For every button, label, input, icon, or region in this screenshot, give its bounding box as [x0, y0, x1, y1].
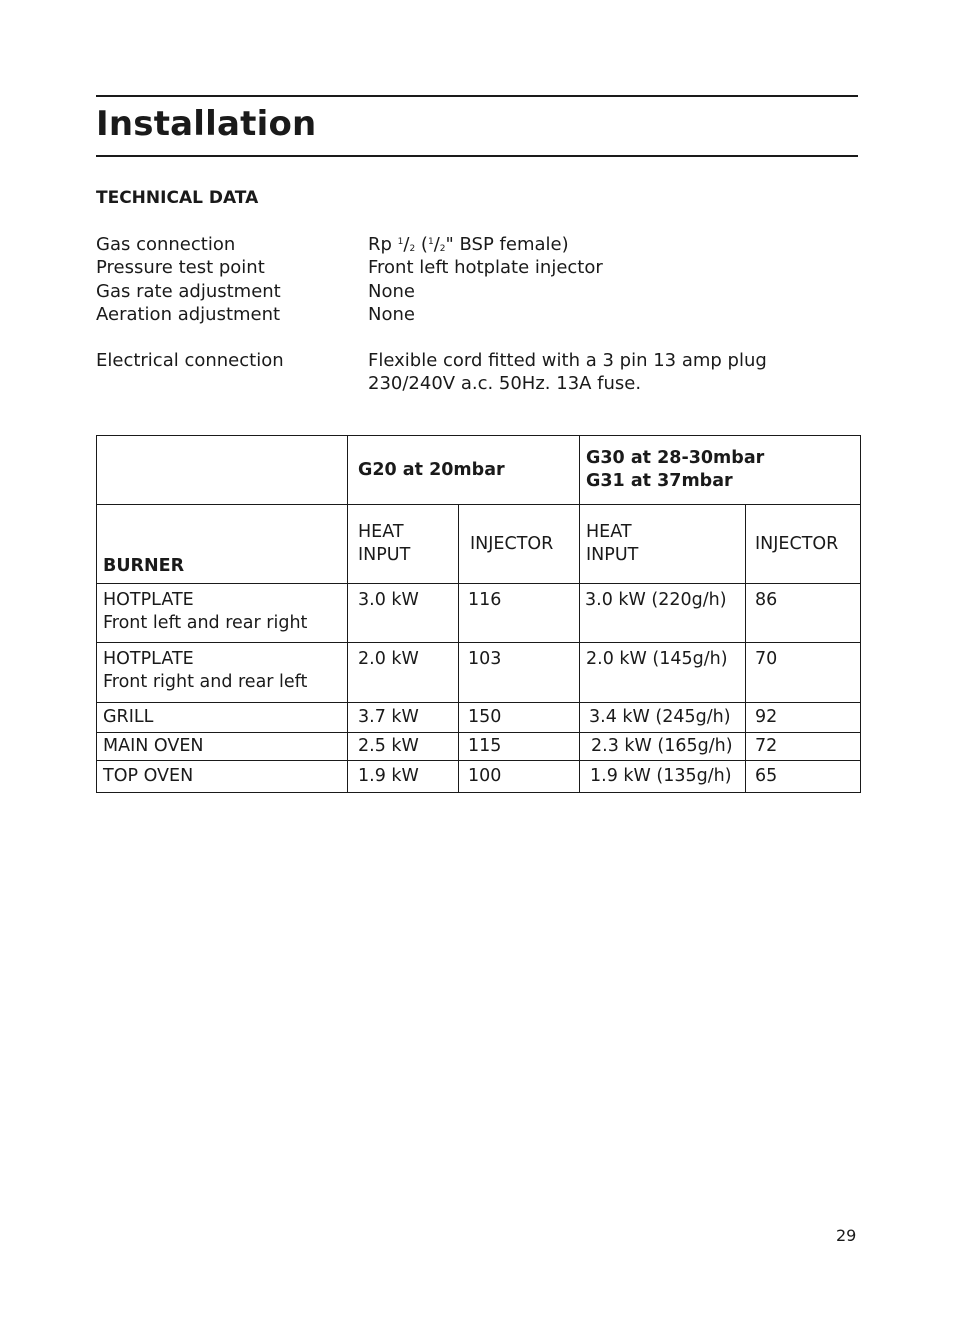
g20-injector-cell: 150 — [459, 703, 580, 733]
g20-heat-cell: 2.5 kW — [348, 733, 459, 761]
g20-heat-cell: 3.7 kW — [348, 703, 459, 733]
spec-label: Aeration adjustment — [96, 304, 281, 325]
burner-name: HOTPLATE — [103, 590, 194, 610]
g20-injector-cell: 116 — [459, 584, 580, 643]
g30-heat-cell: 2.3 kW (165g/h) — [580, 733, 746, 761]
burner-column-header: BURNER — [97, 505, 348, 584]
g30-heat-cell: 2.0 kW (145g/h) — [580, 643, 746, 703]
g20-injector-cell: 103 — [459, 643, 580, 703]
burner-subname: Front right and rear left — [103, 672, 308, 692]
g20-heat-cell: 1.9 kW — [348, 761, 459, 793]
burner-name-cell: MAIN OVEN — [97, 733, 348, 761]
spec-label: Electrical connection — [96, 350, 284, 371]
burner-subname: Front left and rear right — [103, 613, 308, 633]
g30-injector-cell: 65 — [746, 761, 861, 793]
burner-name-cell — [97, 584, 348, 643]
table-row — [97, 584, 861, 643]
spec-value: 230/240V a.c. 50Hz. 13A fuse. — [368, 373, 642, 394]
heat-label-line1: HEAT — [586, 522, 632, 542]
burner-name: HOTPLATE — [103, 649, 194, 669]
spec-value: Front left hotplate injector — [368, 257, 603, 278]
table-column-header-row — [97, 505, 861, 584]
g30-injector-cell: 86 — [746, 584, 861, 643]
spec-value: Flexible cord fitted with a 3 pin 13 amp plug — [368, 350, 767, 371]
page-title: Installation — [96, 104, 317, 144]
g20-injector-header: INJECTOR — [459, 505, 580, 584]
spec-label: Gas connection — [96, 234, 236, 255]
g30-heat-input-header — [580, 505, 746, 584]
burner-data-table — [96, 435, 861, 793]
g30-header-line2: G31 at 37mbar — [586, 471, 733, 491]
g30-injector-cell: 72 — [746, 733, 861, 761]
table-row — [97, 761, 861, 793]
title-underline — [96, 155, 858, 157]
spec-value: Rp $^1/_2$ ($^1/_2$" BSP female) — [368, 234, 569, 255]
burner-name-cell: TOP OVEN — [97, 761, 348, 793]
burner-name-cell — [97, 643, 348, 703]
table-row — [97, 703, 861, 733]
page-number: 29 — [836, 1226, 857, 1245]
section-heading: TECHNICAL DATA — [96, 188, 259, 208]
spec-label: Pressure test point — [96, 257, 265, 278]
table-row — [97, 733, 861, 761]
g20-group-header: G20 at 20mbar — [348, 436, 580, 505]
empty-header-cell — [97, 436, 348, 505]
g20-heat-cell: 3.0 kW — [348, 584, 459, 643]
spec-value: None — [368, 304, 415, 325]
heat-label-line1: HEAT — [358, 522, 404, 542]
spec-label: Gas rate adjustment — [96, 281, 281, 302]
g20-injector-cell: 115 — [459, 733, 580, 761]
g30-heat-cell: 3.0 kW (220g/h) — [580, 584, 746, 643]
burner-name-cell: GRILL — [97, 703, 348, 733]
g30-injector-cell: 70 — [746, 643, 861, 703]
g30-injector-header: INJECTOR — [746, 505, 861, 584]
g30-group-header — [580, 436, 861, 505]
spec-value: None — [368, 281, 415, 302]
g30-header-line1: G30 at 28-30mbar — [586, 448, 765, 468]
table-row — [97, 643, 861, 703]
top-rule — [96, 95, 858, 97]
g20-heat-input-header — [348, 505, 459, 584]
g30-heat-cell: 3.4 kW (245g/h) — [580, 703, 746, 733]
g30-injector-cell: 92 — [746, 703, 861, 733]
g20-injector-cell: 100 — [459, 761, 580, 793]
g30-heat-cell: 1.9 kW (135g/h) — [580, 761, 746, 793]
table-group-header-row — [97, 436, 861, 505]
g20-heat-cell: 2.0 kW — [348, 643, 459, 703]
heat-label-line2: INPUT — [586, 545, 639, 565]
heat-label-line2: INPUT — [358, 545, 411, 565]
